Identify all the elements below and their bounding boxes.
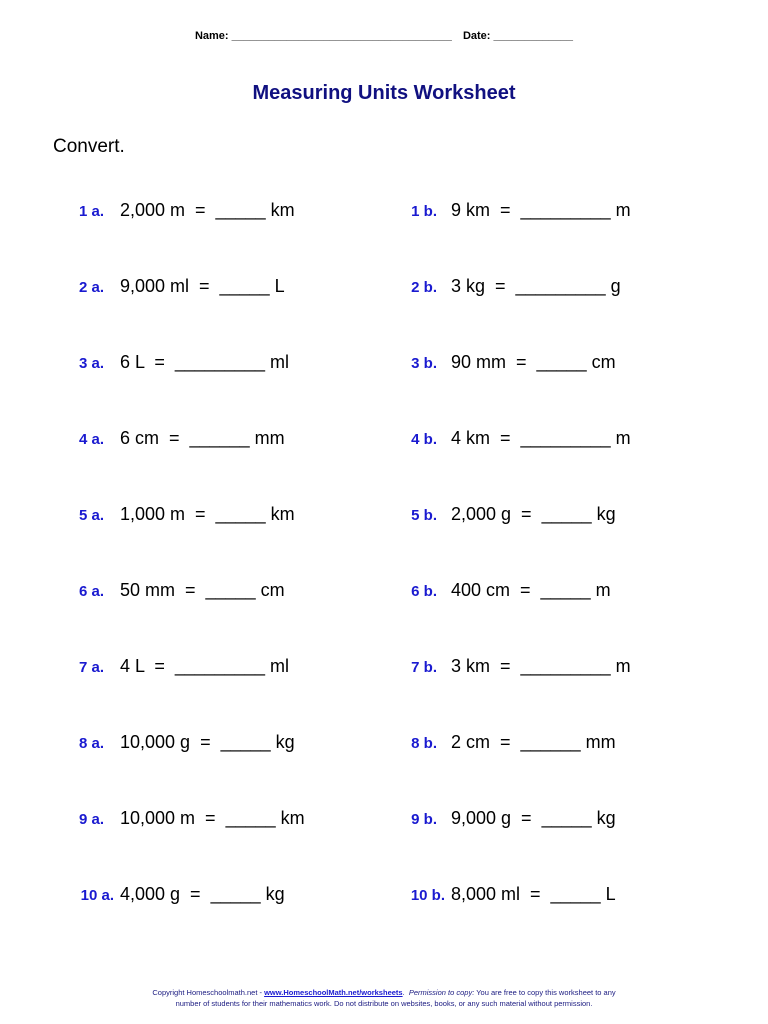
problem-number: 3 b. [411,355,437,372]
problem-number: 9 a. [78,811,104,828]
problem-expression[interactable]: 8,000 ml = _____ L [451,884,616,904]
problem-number: 3 a. [78,355,104,372]
name-date-header [0,30,768,42]
problem-expression[interactable]: 10,000 g = _____ kg [120,732,295,752]
problem-expression[interactable]: 3 km = _________ m [451,656,631,676]
problem-row [0,806,768,882]
worksheet-title: Measuring Units Worksheet [252,82,516,104]
problem-number: 2 a. [78,279,104,296]
problem-expression[interactable]: 6 L = _________ ml [120,352,289,372]
problem-row [0,654,768,730]
problem-row [0,426,768,502]
problem-expression[interactable]: 4 km = _________ m [451,428,631,448]
problem-row [0,730,768,806]
problem-expression[interactable]: 4 L = _________ ml [120,656,289,676]
problem-row [0,350,768,426]
problem-expression[interactable]: 2 cm = ______ mm [451,732,616,752]
date-label: Date: [462,30,491,42]
problem-number: 2 b. [411,279,437,296]
problem-row [0,502,768,578]
problem-number: 7 a. [78,659,104,676]
problem-expression[interactable]: 2,000 g = _____ kg [451,504,616,524]
problem-number: 5 a. [78,507,104,524]
problem-row [0,578,768,654]
homeschoolmath-link[interactable]: www.HomeschoolMath.net/worksheets [264,988,403,997]
name-field[interactable]: ____________________________________ [231,30,452,42]
problem-expression[interactable]: 6 cm = ______ mm [120,428,285,448]
copyright-text: Copyright Homeschoolmath.net - [152,988,265,997]
problem-expression[interactable]: 3 kg = _________ g [451,276,621,296]
problem-number: 8 b. [411,735,437,752]
problem-expression[interactable]: 2,000 m = _____ km [120,200,295,220]
problem-expression[interactable]: 90 mm = _____ cm [451,352,616,372]
problem-number: 10 b. [410,887,445,904]
permission-label: Permission to copy: [408,988,475,997]
instructions: Convert. [53,136,125,157]
problem-expression[interactable]: 50 mm = _____ cm [120,580,285,600]
problem-number: 9 b. [411,811,437,828]
problem-number: 6 b. [411,583,437,600]
problem-expression[interactable]: 4,000 g = _____ kg [120,884,285,904]
footer-line-2: number of students for their mathematics work. Do not distribute on websites, books, or any such material without permission. [175,999,593,1008]
problem-number: 10 a. [80,887,114,904]
permission-text: You are free to copy this worksheet to any [474,988,616,997]
name-label: Name: [194,30,229,42]
problem-expression[interactable]: 9,000 ml = _____ L [120,276,285,296]
problem-number: 5 b. [411,507,437,524]
problem-number: 6 a. [78,583,104,600]
problem-number: 4 a. [78,431,104,448]
problem-row [0,274,768,350]
problem-number: 1 a. [78,203,104,220]
problem-number: 7 b. [411,659,437,676]
problem-list [0,198,768,958]
problem-number: 1 b. [411,203,437,220]
problem-row [0,882,768,958]
problem-number: 8 a. [78,735,104,752]
problem-expression[interactable]: 1,000 m = _____ km [120,504,295,524]
problem-expression[interactable]: 9,000 g = _____ kg [451,808,616,828]
problem-row [0,198,768,274]
copyright-footer [0,987,768,1009]
footer-line-1: Copyright Homeschoolmath.net - www.HomeschoolMath.net/worksheets. Permission to copy: You are free to copy this worksheet to any [152,988,616,997]
problem-expression[interactable]: 10,000 m = _____ km [120,808,305,828]
problem-expression[interactable]: 400 cm = _____ m [451,580,611,600]
problem-expression[interactable]: 9 km = _________ m [451,200,631,220]
date-field[interactable]: _____________ [493,30,574,42]
problem-number: 4 b. [411,431,437,448]
